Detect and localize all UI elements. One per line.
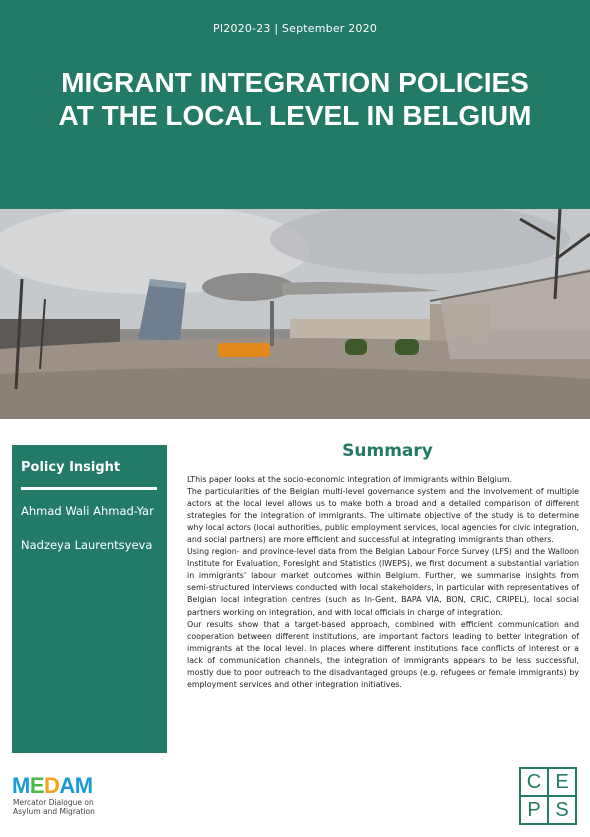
cover-photo-illustration <box>0 209 590 419</box>
medam-logo <box>12 774 162 826</box>
ceps-letter: S <box>549 797 575 823</box>
summary-paragraph: LThis paper looks at the socio-economic integration of immigrants within Belgium. <box>187 475 513 484</box>
title-line-1: MIGRANT INTEGRATION POLICIES <box>61 67 529 98</box>
medam-letter: M <box>12 773 30 798</box>
ceps-logo <box>519 767 577 825</box>
policy-insight-label: Policy Insight <box>21 460 121 475</box>
ceps-letter: C <box>521 769 547 795</box>
medam-letter: A <box>59 773 75 798</box>
title-line-2: AT THE LOCAL LEVEL IN BELGIUM <box>58 100 532 131</box>
medam-letter: M <box>74 773 93 798</box>
medam-wordmark <box>12 774 162 798</box>
cover-header <box>0 0 590 209</box>
medam-subtitle-line-2: Asylum and Migration <box>13 807 95 816</box>
summary-paragraph: Using region- and province-level data from the Belgian Labour Force Survey (LFS) and the Walloon Institute for Evaluation, Foresight and Statistics (IWEPS), we first document a substantial variation in immigrants’ labour market outcomes within Belgium. Further, we summarise insights from semi-structured interviews conducted with local stakeholders, in particular with representatives of Belgian local integration centres (such as In-Gent, BAPA VIA, BON, CRIC, CRIPEL), local social partners working on integration, and with local officials in charge of integration. <box>187 547 579 617</box>
summary-paragraph: Our results show that a target-based approach, combined with efficient communication and cooperation between different institutions, are important factors leading to better integration of immigrants at the local level. In places where different institutions face conflicts of interest or a lack of communication channels, the integration of immigrants appears to be less successful, mostly due to poor outreach to the disadvantaged groups (e.g. refugees or female immigrants) by employment services and other integration initiatives. <box>187 619 579 689</box>
author-name: Ahmad Wali Ahmad-Yar <box>21 504 154 518</box>
summary-heading: Summary <box>342 441 433 461</box>
medam-subtitle-line-1: Mercator Dialogue on <box>13 798 94 807</box>
ceps-letter: P <box>521 797 547 823</box>
publication-meta: PI2020-23 | September 2020 <box>212 22 378 35</box>
ceps-letter: E <box>549 769 575 795</box>
medam-letter: E <box>29 773 45 798</box>
cover-photo <box>0 209 590 419</box>
author-name: Nadzeya Laurentsyeva <box>21 538 153 552</box>
document-title <box>0 66 590 132</box>
medam-letter: D <box>44 773 60 798</box>
divider <box>21 487 157 490</box>
policy-insight-panel <box>12 445 167 753</box>
summary-paragraph: The particularities of the Belgian multi-level governance system and the involvement of multiple actors at the local level allows us to make both a broad and a detailed comparison of different strategies for the integration of immigrants. The ultimate objective of the study is to determine why local actors (local authorities, public employment services, local agencies for civic integration, and social partners) are more efficient and successful at integrating immigrants than others. <box>187 487 579 545</box>
summary-body <box>187 474 579 691</box>
